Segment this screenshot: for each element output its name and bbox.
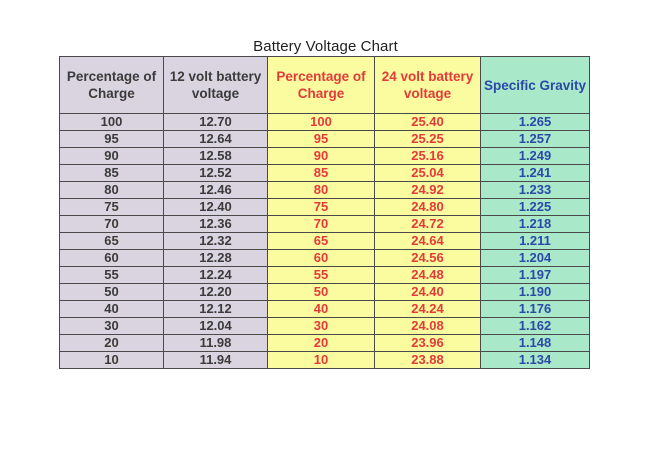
percentage-12v-cell: 85 bbox=[60, 165, 164, 182]
percentage-12v-cell: 65 bbox=[60, 233, 164, 250]
percentage-24v-cell: 30 bbox=[268, 318, 375, 335]
voltage-12v-cell: 12.40 bbox=[164, 199, 268, 216]
voltage-24v-cell: 24.48 bbox=[375, 267, 481, 284]
table-row bbox=[60, 216, 590, 233]
percentage-24v-cell: 70 bbox=[268, 216, 375, 233]
percentage-12v-cell: 95 bbox=[60, 131, 164, 148]
voltage-12v-cell: 12.20 bbox=[164, 284, 268, 301]
percentage-24v-cell: 55 bbox=[268, 267, 375, 284]
table-row bbox=[60, 284, 590, 301]
table-row bbox=[60, 250, 590, 267]
voltage-24v-cell: 24.80 bbox=[375, 199, 481, 216]
percentage-24v-cell: 100 bbox=[268, 114, 375, 131]
table-row bbox=[60, 148, 590, 165]
percentage-12v-cell: 40 bbox=[60, 301, 164, 318]
specific-gravity-cell: 1.249 bbox=[481, 148, 590, 165]
table-row bbox=[60, 318, 590, 335]
percentage-24v-cell: 60 bbox=[268, 250, 375, 267]
percentage-24v-cell: 80 bbox=[268, 182, 375, 199]
voltage-24v-cell: 24.24 bbox=[375, 301, 481, 318]
specific-gravity-cell: 1.190 bbox=[481, 284, 590, 301]
voltage-12v-cell: 12.04 bbox=[164, 318, 268, 335]
specific-gravity-cell: 1.233 bbox=[481, 182, 590, 199]
specific-gravity-cell: 1.257 bbox=[481, 131, 590, 148]
percentage-12v-cell: 90 bbox=[60, 148, 164, 165]
voltage-24v-cell: 24.92 bbox=[375, 182, 481, 199]
percentage-12v-cell: 60 bbox=[60, 250, 164, 267]
header-percentage-12v: Percentage of Charge bbox=[60, 57, 164, 114]
voltage-12v-cell: 12.58 bbox=[164, 148, 268, 165]
table-row bbox=[60, 165, 590, 182]
percentage-24v-cell: 65 bbox=[268, 233, 375, 250]
table-row bbox=[60, 199, 590, 216]
voltage-12v-cell: 12.28 bbox=[164, 250, 268, 267]
voltage-24v-cell: 25.04 bbox=[375, 165, 481, 182]
specific-gravity-cell: 1.134 bbox=[481, 352, 590, 369]
voltage-24v-cell: 24.56 bbox=[375, 250, 481, 267]
chart-title: Battery Voltage Chart bbox=[253, 38, 398, 55]
table-row bbox=[60, 233, 590, 250]
voltage-24v-cell: 25.40 bbox=[375, 114, 481, 131]
specific-gravity-cell: 1.176 bbox=[481, 301, 590, 318]
voltage-12v-cell: 12.24 bbox=[164, 267, 268, 284]
voltage-24v-cell: 24.08 bbox=[375, 318, 481, 335]
specific-gravity-cell: 1.148 bbox=[481, 335, 590, 352]
percentage-12v-cell: 75 bbox=[60, 199, 164, 216]
voltage-12v-cell: 11.94 bbox=[164, 352, 268, 369]
table-row bbox=[60, 301, 590, 318]
specific-gravity-cell: 1.204 bbox=[481, 250, 590, 267]
percentage-24v-cell: 10 bbox=[268, 352, 375, 369]
specific-gravity-cell: 1.211 bbox=[481, 233, 590, 250]
specific-gravity-cell: 1.197 bbox=[481, 267, 590, 284]
percentage-24v-cell: 90 bbox=[268, 148, 375, 165]
specific-gravity-cell: 1.225 bbox=[481, 199, 590, 216]
voltage-24v-cell: 24.40 bbox=[375, 284, 481, 301]
voltage-12v-cell: 12.12 bbox=[164, 301, 268, 318]
table-row bbox=[60, 131, 590, 148]
header-percentage-24v: Percentage of Charge bbox=[268, 57, 375, 114]
voltage-12v-cell: 11.98 bbox=[164, 335, 268, 352]
battery-voltage-table bbox=[59, 56, 590, 369]
percentage-24v-cell: 50 bbox=[268, 284, 375, 301]
specific-gravity-cell: 1.265 bbox=[481, 114, 590, 131]
percentage-12v-cell: 20 bbox=[60, 335, 164, 352]
table-row bbox=[60, 182, 590, 199]
voltage-12v-cell: 12.52 bbox=[164, 165, 268, 182]
specific-gravity-cell: 1.162 bbox=[481, 318, 590, 335]
voltage-24v-cell: 25.25 bbox=[375, 131, 481, 148]
voltage-12v-cell: 12.36 bbox=[164, 216, 268, 233]
table-row bbox=[60, 335, 590, 352]
header-row bbox=[60, 57, 590, 114]
percentage-24v-cell: 40 bbox=[268, 301, 375, 318]
percentage-12v-cell: 70 bbox=[60, 216, 164, 233]
percentage-12v-cell: 55 bbox=[60, 267, 164, 284]
voltage-24v-cell: 23.88 bbox=[375, 352, 481, 369]
header-24v-voltage: 24 volt battery voltage bbox=[375, 57, 481, 114]
voltage-12v-cell: 12.32 bbox=[164, 233, 268, 250]
voltage-24v-cell: 23.96 bbox=[375, 335, 481, 352]
voltage-12v-cell: 12.46 bbox=[164, 182, 268, 199]
table-row bbox=[60, 114, 590, 131]
percentage-12v-cell: 100 bbox=[60, 114, 164, 131]
percentage-12v-cell: 30 bbox=[60, 318, 164, 335]
table-row bbox=[60, 352, 590, 369]
percentage-24v-cell: 75 bbox=[268, 199, 375, 216]
percentage-12v-cell: 10 bbox=[60, 352, 164, 369]
voltage-12v-cell: 12.64 bbox=[164, 131, 268, 148]
voltage-24v-cell: 24.72 bbox=[375, 216, 481, 233]
table-row bbox=[60, 267, 590, 284]
header-specific-gravity: Specific Gravity bbox=[481, 57, 590, 114]
specific-gravity-cell: 1.218 bbox=[481, 216, 590, 233]
voltage-24v-cell: 25.16 bbox=[375, 148, 481, 165]
specific-gravity-cell: 1.241 bbox=[481, 165, 590, 182]
percentage-24v-cell: 20 bbox=[268, 335, 375, 352]
percentage-24v-cell: 95 bbox=[268, 131, 375, 148]
percentage-12v-cell: 80 bbox=[60, 182, 164, 199]
table-body bbox=[60, 57, 590, 369]
header-12v-voltage: 12 volt battery voltage bbox=[164, 57, 268, 114]
voltage-12v-cell: 12.70 bbox=[164, 114, 268, 131]
percentage-24v-cell: 85 bbox=[268, 165, 375, 182]
percentage-12v-cell: 50 bbox=[60, 284, 164, 301]
voltage-24v-cell: 24.64 bbox=[375, 233, 481, 250]
